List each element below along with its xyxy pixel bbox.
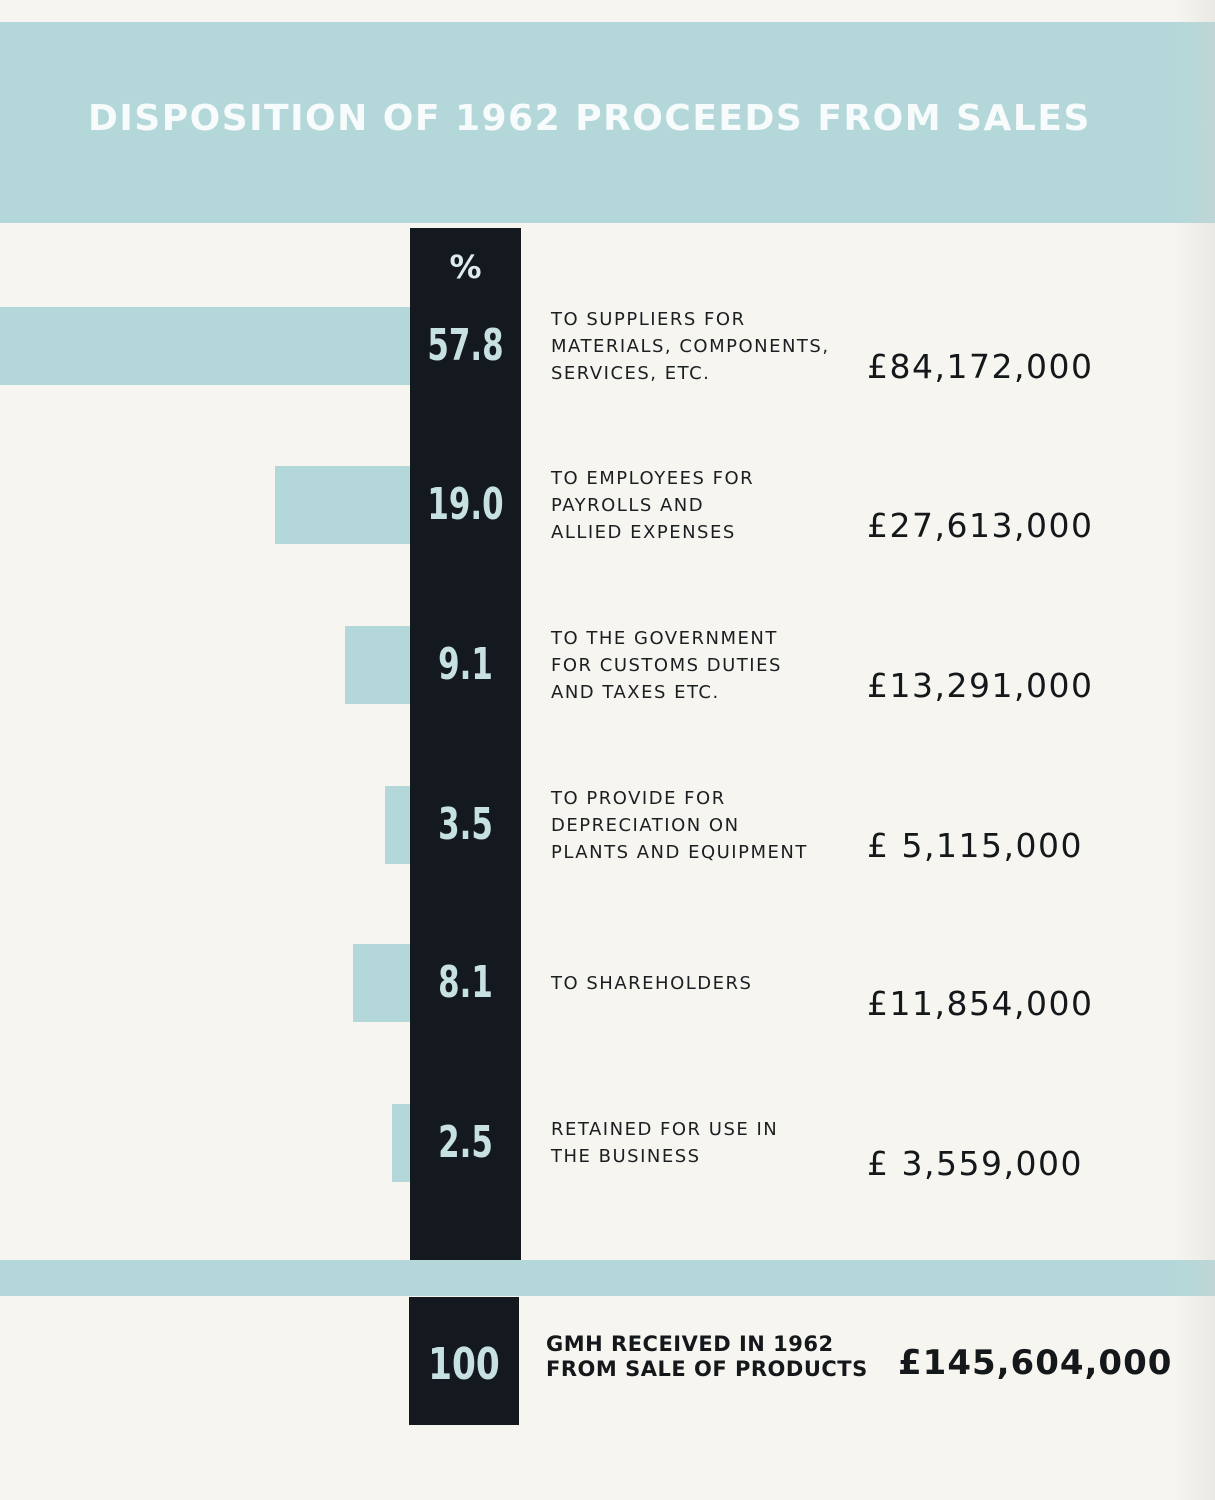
row-description-line: TO EMPLOYEES FOR	[551, 467, 755, 489]
total-description	[546, 1332, 868, 1382]
total-percent: 100	[428, 1339, 500, 1390]
row-description-line: RETAINED FOR USE IN	[551, 1119, 779, 1140]
percent-label: 3.5	[438, 799, 493, 850]
percent-header: %	[449, 248, 482, 286]
total-description-line: FROM SALE OF PRODUCTS	[546, 1357, 868, 1381]
row-description	[551, 1116, 851, 1170]
percent-label: 8.1	[438, 957, 493, 1008]
percent-label: 9.1	[438, 639, 493, 690]
bar	[385, 786, 410, 864]
row-description-line: TO PROVIDE FOR	[551, 787, 726, 809]
row-description-line: MATERIALS, COMPONENTS,	[551, 335, 830, 357]
row-amount: £84,172,000	[867, 347, 1094, 386]
row-description-line: AND TAXES ETC.	[551, 681, 720, 703]
row-description-line: TO SUPPLIERS FOR	[551, 308, 746, 330]
percent-label: 19.0	[427, 479, 504, 530]
total-amount: £145,604,000	[898, 1343, 1173, 1383]
bar	[353, 944, 410, 1022]
row-amount: £ 5,115,000	[867, 826, 1083, 865]
page-edge-shadow	[1175, 0, 1215, 1500]
row-description	[551, 785, 851, 866]
percent-column	[410, 228, 521, 1260]
row-description-line: TO THE GOVERNMENT	[551, 627, 778, 649]
row-amount: £11,854,000	[867, 984, 1094, 1023]
row-amount: £ 3,559,000	[867, 1144, 1083, 1183]
row-description-line: PLANTS AND EQUIPMENT	[551, 841, 808, 863]
row-description	[551, 465, 851, 546]
row-description-line: PAYROLLS AND	[551, 494, 705, 516]
bottom-band	[0, 1260, 1215, 1296]
row-description	[551, 625, 851, 706]
percent-label: 2.5	[438, 1117, 493, 1168]
row-description-line: SERVICES, ETC.	[551, 362, 711, 384]
row-description-line: DEPRECIATION ON	[551, 814, 740, 836]
row-description	[551, 970, 851, 997]
row-description-line: FOR CUSTOMS DUTIES	[551, 654, 782, 676]
row-description-line: THE BUSINESS	[551, 1146, 701, 1167]
bar	[275, 466, 410, 544]
row-description-line: ALLIED EXPENSES	[551, 521, 736, 543]
row-description-line: TO SHAREHOLDERS	[551, 972, 753, 994]
row-amount: £27,613,000	[867, 506, 1094, 545]
row-amount: £13,291,000	[867, 666, 1094, 705]
page-title: DISPOSITION OF 1962 PROCEEDS FROM SALES	[88, 98, 1091, 139]
percent-label: 57.8	[427, 320, 504, 371]
bar	[392, 1104, 410, 1182]
row-description	[551, 306, 851, 387]
total-description-line: GMH RECEIVED IN 1962	[546, 1332, 834, 1356]
bar	[345, 626, 410, 704]
bar	[0, 307, 410, 385]
